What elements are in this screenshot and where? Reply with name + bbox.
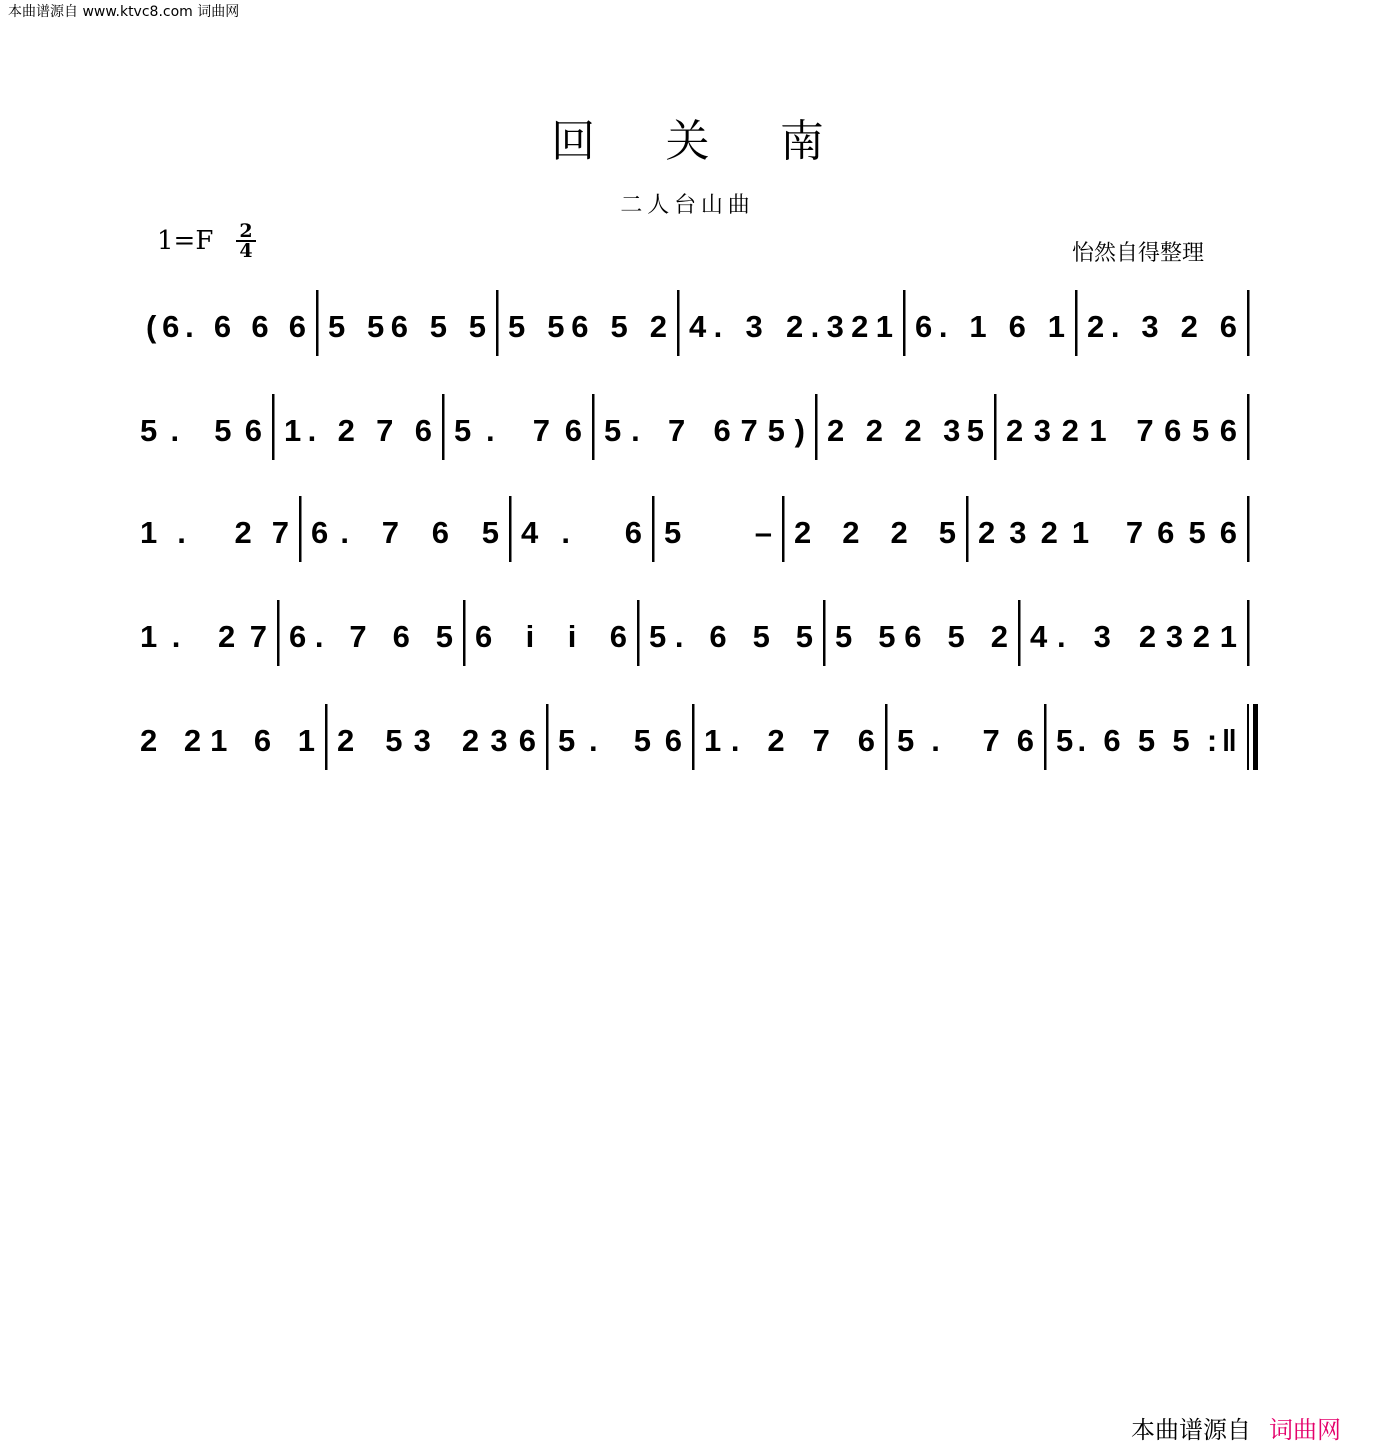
measure: 6. 7 6 5 xyxy=(289,619,453,654)
barline xyxy=(1018,600,1021,666)
barline xyxy=(325,704,328,770)
measure: 5. 6 5 5 :‖ xyxy=(1056,723,1237,758)
barline xyxy=(546,704,549,770)
barline xyxy=(316,290,319,356)
measure: 2 2 2 5 xyxy=(794,515,956,550)
measure: 1. 27 xyxy=(140,619,267,654)
barline xyxy=(637,600,640,666)
measure: 2 2 2 35 xyxy=(827,413,984,448)
measure: 2 53 236 xyxy=(337,723,536,758)
measure: 5 56 5 5 xyxy=(328,309,486,344)
barline xyxy=(782,496,785,562)
measure: 1. 2 7 6 xyxy=(704,723,875,758)
barline xyxy=(815,394,818,460)
measure: 2. 3 2 6 xyxy=(1087,309,1237,344)
footer-left: 本曲谱源自 xyxy=(1131,1416,1251,1444)
barline xyxy=(994,394,997,460)
measure: 5. 76 xyxy=(897,723,1034,758)
measure: (6. 6 6 6 xyxy=(146,309,306,344)
barline xyxy=(1247,290,1250,356)
footer xyxy=(1131,1410,1341,1445)
measure: 1. 27 xyxy=(140,515,289,550)
measure: 5. 76 xyxy=(454,413,582,448)
subtitle: 二人台山曲 xyxy=(620,193,755,218)
barline xyxy=(823,600,826,666)
measure: 5. 56 xyxy=(140,413,262,448)
measure: 6 i i 6 xyxy=(475,619,627,654)
barline xyxy=(272,394,275,460)
barline xyxy=(277,600,280,666)
barline xyxy=(1247,704,1249,770)
measure: 5 – xyxy=(664,515,772,550)
barline xyxy=(1247,394,1250,460)
barline xyxy=(677,290,680,356)
arranger-credit: 怡然自得整理 xyxy=(1072,241,1205,266)
barline xyxy=(299,496,302,562)
page-title: 回关南 xyxy=(551,116,895,167)
barline xyxy=(496,290,499,356)
barline xyxy=(592,394,595,460)
measure: 5. 56 xyxy=(558,723,682,758)
barline xyxy=(885,704,888,770)
barline xyxy=(903,290,906,356)
meter-top: 2 xyxy=(236,222,256,242)
key-signature: 1=F xyxy=(157,226,214,256)
source-header: 本曲谱源自 www.ktvc8.com 词曲网 xyxy=(8,4,240,20)
measure: 5. 7 675) xyxy=(604,413,805,448)
measure: 4. 3 2.321 xyxy=(689,309,893,344)
barline xyxy=(1044,704,1047,770)
measure: 2321 7656 xyxy=(1006,413,1237,448)
measure: 5. 6 5 5 xyxy=(649,619,813,654)
measure: 4. 6 xyxy=(521,515,642,550)
barline xyxy=(652,496,655,562)
measure: 5 56 5 2 xyxy=(508,309,667,344)
measure: 6. 1 6 1 xyxy=(915,309,1065,344)
barline xyxy=(1075,290,1078,356)
final-barline xyxy=(1253,704,1258,770)
barline xyxy=(1247,600,1250,666)
measure: 5 56 5 2 xyxy=(835,619,1008,654)
meter-bottom: 4 xyxy=(239,240,253,262)
barline xyxy=(966,496,969,562)
barline xyxy=(442,394,445,460)
measure: 2 21 6 1 xyxy=(140,723,315,758)
measure: 2321 7656 xyxy=(978,515,1237,550)
barline xyxy=(692,704,695,770)
measure: 4. 3 2321 xyxy=(1030,619,1237,654)
measure: 6. 7 6 5 xyxy=(311,515,499,550)
barline xyxy=(509,496,512,562)
footer-link[interactable]: 词曲网 xyxy=(1269,1416,1341,1444)
barline xyxy=(463,600,466,666)
measure: 1. 2 7 6 xyxy=(284,413,432,448)
barline xyxy=(1247,496,1250,562)
